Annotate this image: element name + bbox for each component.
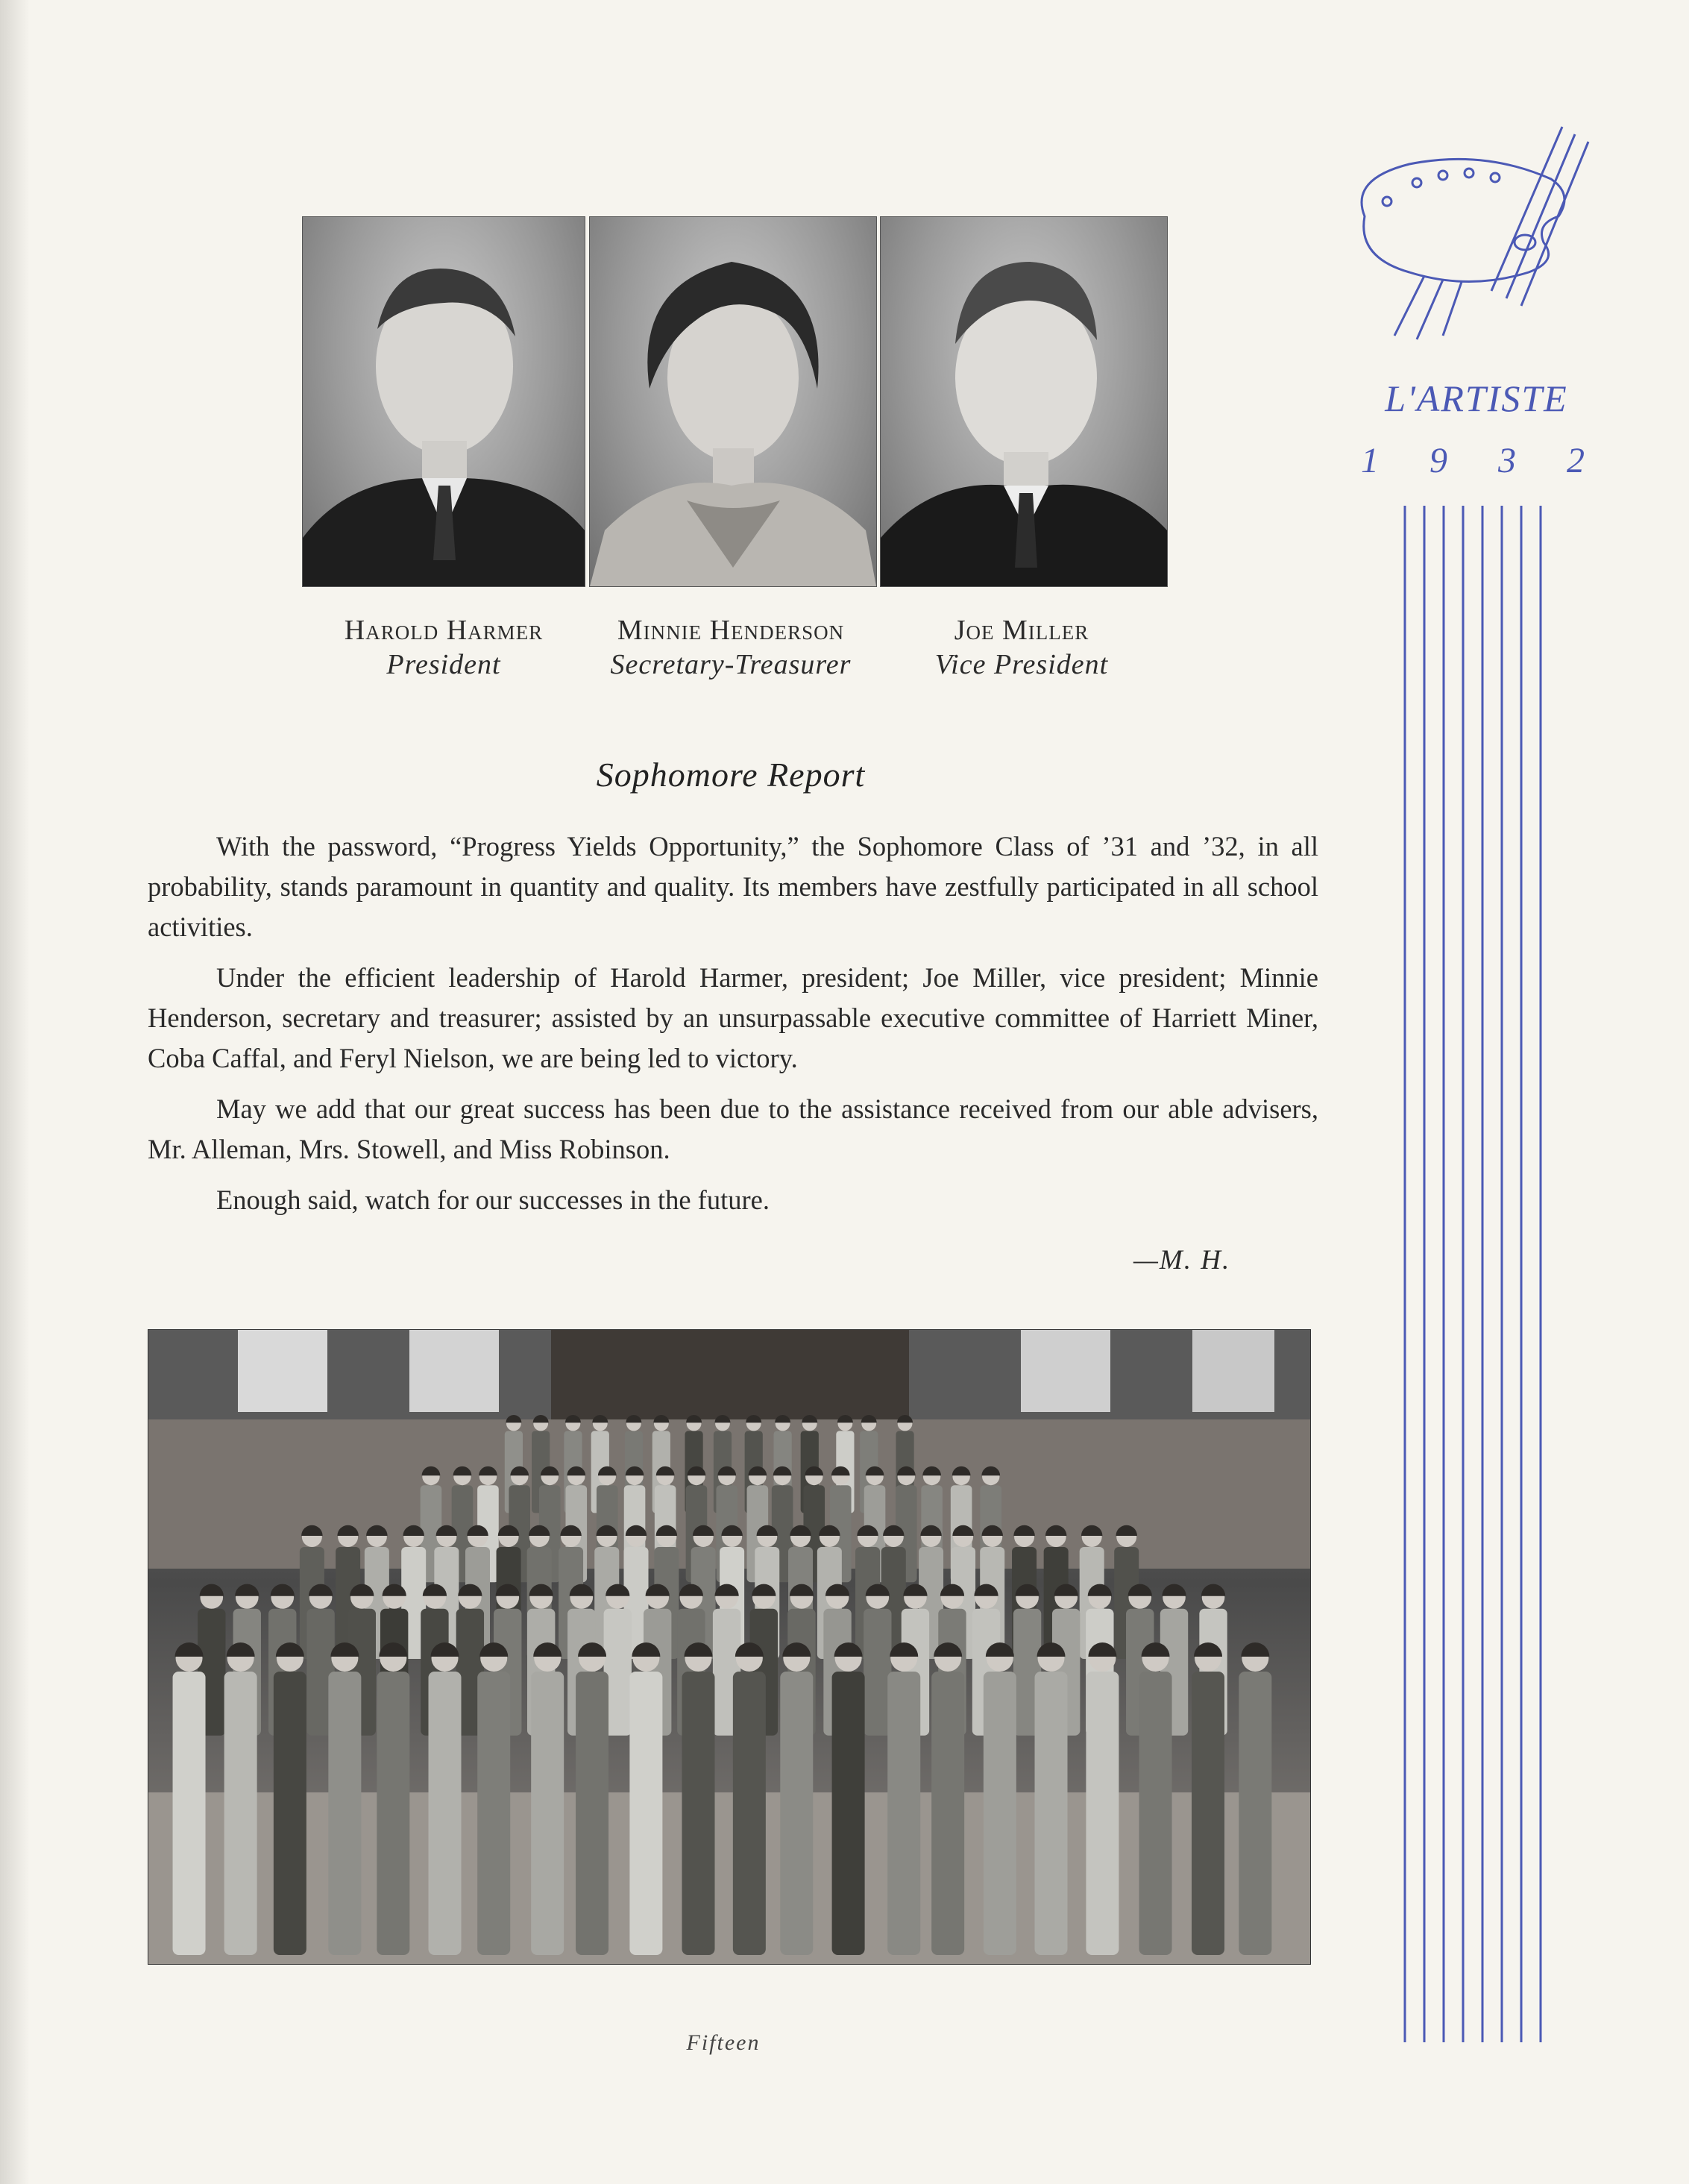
portrait-photo-secretary-treasurer (589, 216, 877, 587)
group-photo-hair (301, 1525, 323, 1536)
group-photo-figure (1139, 1672, 1172, 1955)
group-photo-figure (377, 1672, 409, 1955)
group-photo-figure (531, 1672, 564, 1955)
group-photo-hair (1241, 1642, 1269, 1657)
group-photo-hair (981, 1466, 1000, 1475)
article-paragraph: May we add that our great success has been due to the assistance received from our able advisers, Mr. Alleman, Mrs. Stowell, and Miss Robinson. (148, 1093, 1318, 1164)
portrait-photo-vice-president (880, 216, 1168, 587)
group-photo-figure (1035, 1672, 1068, 1955)
artist-palette-icon (1335, 112, 1611, 358)
year-digit: 9 (1429, 441, 1447, 480)
group-photo-hair (592, 1415, 608, 1422)
group-photo-figure (1192, 1672, 1224, 1955)
article-body (148, 826, 1318, 1231)
group-photo-hair (565, 1415, 581, 1422)
officer-role: Vice President (934, 649, 1109, 680)
group-photo-hair (746, 1415, 761, 1422)
group-photo-figure (682, 1672, 714, 1955)
group-photo-figure (328, 1672, 361, 1955)
group-photo-hair (861, 1415, 877, 1422)
group-photo-figure (576, 1672, 608, 1955)
group-photo-hair (653, 1415, 669, 1422)
group-photo-hair (1116, 1525, 1137, 1536)
group-photo-figure (629, 1672, 662, 1955)
group-photo-hair (1162, 1584, 1186, 1596)
group-photo-hair (1201, 1584, 1225, 1596)
group-photo-figure (477, 1672, 510, 1955)
group-photo-figure (931, 1672, 964, 1955)
officer-role: President (386, 649, 501, 680)
group-photo-hair (802, 1415, 817, 1422)
officer-caption-president (302, 613, 585, 682)
group-photo-figure (887, 1672, 920, 1955)
group-photo-hair (837, 1415, 853, 1422)
group-photo-figure (984, 1672, 1016, 1955)
group-photo-figure (733, 1672, 766, 1955)
portrait-photo-president (302, 216, 585, 587)
group-photo-figure (1086, 1672, 1119, 1955)
officer-role: Secretary-Treasurer (610, 649, 852, 680)
article-paragraph: Under the efficient leadership of Harold Harmer, president; Joe Miller, vice president; Minnie Henderson, secretary and treasurer; assisted by an unsurpassable executive committee of Harriett Miner, Coba Caffal, and Feryl Nielson, we are being led to victory. (148, 962, 1318, 1073)
group-photo-hair (1081, 1525, 1103, 1536)
page-edge-shadow (0, 0, 30, 2184)
group-photo-figure (274, 1672, 306, 1955)
masthead-year (1361, 440, 1585, 481)
group-photo-figure (173, 1672, 206, 1955)
officer-caption-vice-president (880, 613, 1163, 682)
group-photo-hair (775, 1415, 790, 1422)
group-photo-figure (1239, 1672, 1271, 1955)
decorative-stripes (1402, 506, 1551, 2042)
group-photo-hair (1013, 1525, 1035, 1536)
group-photo-hair (200, 1584, 224, 1596)
article-signature: —M. H. (1133, 1245, 1231, 1275)
group-photo-hair (506, 1415, 521, 1422)
article-title: Sophomore Report (596, 756, 866, 794)
year-digit: 3 (1498, 441, 1516, 480)
group-photo-figure (429, 1672, 462, 1955)
group-photo-hair (453, 1466, 472, 1475)
group-photo-hair (686, 1415, 702, 1422)
group-photo-hair (626, 1415, 641, 1422)
group-photo-hair (1045, 1525, 1067, 1536)
page-number: Fifteen (686, 2030, 761, 2055)
group-photo-hair (366, 1525, 388, 1536)
group-photo-hair (235, 1584, 259, 1596)
group-photo-hair (479, 1466, 497, 1475)
group-photo-figure (224, 1672, 257, 1955)
officer-name: Minnie Henderson (617, 615, 845, 646)
group-photo-hair (337, 1525, 359, 1536)
group-photo-hair (715, 1415, 731, 1422)
year-digit: 1 (1361, 441, 1379, 480)
group-photo-hair (533, 1415, 549, 1422)
group-photo-figure (864, 1609, 891, 1736)
officer-name: Joe Miller (954, 615, 1089, 646)
officer-name: Harold Harmer (344, 615, 544, 646)
group-photo-figure (832, 1672, 865, 1955)
officer-caption-secretary-treasurer (589, 613, 872, 682)
class-group-photo (148, 1329, 1311, 1965)
group-photo-hair (952, 1466, 971, 1475)
group-photo-hair (271, 1584, 295, 1596)
year-digit: 2 (1567, 441, 1585, 480)
group-photo-hair (897, 1415, 913, 1422)
group-photo-hair (422, 1466, 441, 1475)
group-photo-hair (922, 1466, 941, 1475)
group-photo-figure (780, 1672, 813, 1955)
article-paragraph: Enough said, watch for our successes in the future. (216, 1184, 770, 1215)
article-paragraph: With the password, “Progress Yields Opportunity,” the Sophomore Class of ’31 and ’32, in all probability, stands paramount in quantity and quality. Its members have zestfully participated in all school activities. (148, 831, 1318, 942)
masthead-title: L'ARTISTE (1385, 377, 1568, 419)
